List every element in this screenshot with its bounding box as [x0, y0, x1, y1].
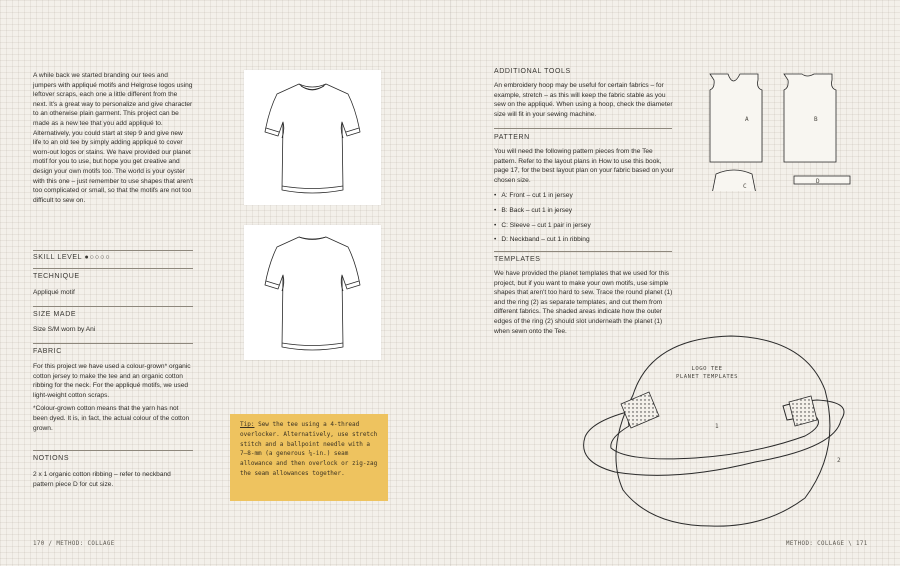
footer-right: METHOD: COLLAGE \ 171: [786, 541, 868, 547]
notions-heading: NOTIONS: [33, 455, 70, 462]
divider: [33, 306, 193, 307]
skill-level-dots: ●○○○○: [84, 254, 111, 261]
planet-title-line2: PLANET TEMPLATES: [676, 374, 738, 380]
size-made-text: Size S/M worn by Ani: [33, 326, 96, 333]
pattern-list: [494, 191, 674, 244]
intro-paragraph: A while back we started branding our tees and jumpers with appliqué motifs and Helgrose logos using leftover scraps, each one a little different from the next. It's a great way to personalize and give character to an otherwise plain garment. This project can be made as a new tee that you add appliqué to. Alternatively, you could start at step 9 and give new life to an old tee by simply adding appliqué to cover worn-out logos or stains. We have provided our planet motif for you to use, but hope you get creative and design your own motifs too. The world is your oyster with this one – just remember to use shapes that aren't too complicated or small, so that the motifs are not too difficult to sew on.: [33, 72, 193, 204]
skill-level: [33, 254, 111, 261]
piece-c-sleeve: [712, 170, 756, 191]
fabric-text: For this project we have used a colour-grown* organic cotton jersey to make the tee and an organic cotton ribbing for the neck. For the appliqué motifs, we used light-weight cotton scraps.: [33, 363, 191, 399]
pattern-pieces-diagram: [700, 66, 860, 191]
divider: [33, 268, 193, 269]
piece-c-label: C: [743, 183, 747, 190]
pattern-section: [494, 134, 674, 250]
divider: [33, 450, 193, 451]
tee-back-icon: [244, 225, 381, 360]
tip-box: [230, 414, 388, 501]
page-fold: [450, 0, 452, 566]
notions-text: 2 x 1 organic cotton ribbing – refer to neckband pattern piece D for cut size.: [33, 471, 171, 488]
additional-tools-heading: ADDITIONAL TOOLS: [494, 68, 571, 75]
tee-front-sketch: [244, 70, 381, 205]
piece-a-label: A: [745, 116, 749, 123]
pattern-heading: PATTERN: [494, 134, 530, 141]
list-item: • A: Front – cut 1 in jersey: [494, 191, 674, 201]
additional-tools-section: [494, 68, 674, 119]
templates-text: We have provided the planet templates that we used for this project, but if you want to make your own motifs, use simple shapes that aren't too hard to sew. Trace the round planet (1) and the ring (2) as separate templates, and cut them from different fabrics. The shaded areas indicate how the outer edges of the ring (2) should slot underneath the planet (1) when sewn onto the Tee.: [494, 270, 673, 335]
divider: [33, 343, 193, 344]
technique-text: Appliqué motif: [33, 289, 75, 296]
templates-section: [494, 256, 674, 336]
footer-left: 170 / METHOD: COLLAGE: [33, 541, 115, 547]
planet-outline: [616, 336, 830, 526]
technique-heading: TECHNIQUE: [33, 273, 80, 280]
planet-label-1: 1: [715, 423, 719, 430]
tip-text: Sew the tee using a 4-thread overlocker. Alternatively, use stretch stitch and a ballpoint needle with a 7–8-mm (a generous ¼-in.) seam allowance and then overlock or zig-zag the seam allowances together.: [240, 421, 378, 477]
size-made-heading: SIZE MADE: [33, 311, 77, 318]
tee-front-icon: [244, 70, 381, 205]
pattern-text: You will need the following pattern pieces from the Tee pattern. Refer to the layout plans in How to use this book, page 17, for the best layout plan on your fabric based on your chosen size.: [494, 148, 674, 184]
piece-a-front: [710, 74, 762, 162]
skill-level-label: SKILL LEVEL: [33, 254, 82, 261]
piece-d-label: D: [816, 178, 820, 185]
fabric-footnote: *Colour-grown cotton means that the yarn has not been dyed. It is, in fact, the actual colour of the cotton grown.: [33, 405, 190, 432]
ring-shaded-left: [621, 392, 659, 428]
list-item: • C: Sleeve – cut 1 pair in jersey: [494, 221, 674, 231]
list-item: • D: Neckband – cut 1 in ribbing: [494, 235, 674, 245]
templates-heading: TEMPLATES: [494, 256, 541, 263]
intro-column: [33, 71, 193, 205]
fabric-heading: FABRIC: [33, 348, 62, 355]
piece-d-neckband: [794, 176, 850, 184]
additional-tools-text: An embroidery hoop may be useful for certain fabrics – for example, stretch – as this will keep the fabric stable as you sew on the appliqué. When using a hoop, check the diameter size will fit in your sewing machine.: [494, 82, 673, 118]
ring-label-2: 2: [837, 457, 841, 464]
tee-back-sketch: [244, 225, 381, 360]
divider: [33, 250, 193, 251]
piece-b-back: [784, 74, 836, 162]
piece-b-label: B: [814, 116, 818, 123]
list-item: • B: Back – cut 1 in jersey: [494, 206, 674, 216]
divider: [494, 251, 672, 252]
planet-templates: [555, 330, 865, 530]
fabric-block: [33, 362, 191, 437]
planet-title-line1: LOGO TEE: [691, 366, 723, 372]
divider: [494, 128, 672, 129]
tip-label: Tip:: [240, 421, 255, 428]
